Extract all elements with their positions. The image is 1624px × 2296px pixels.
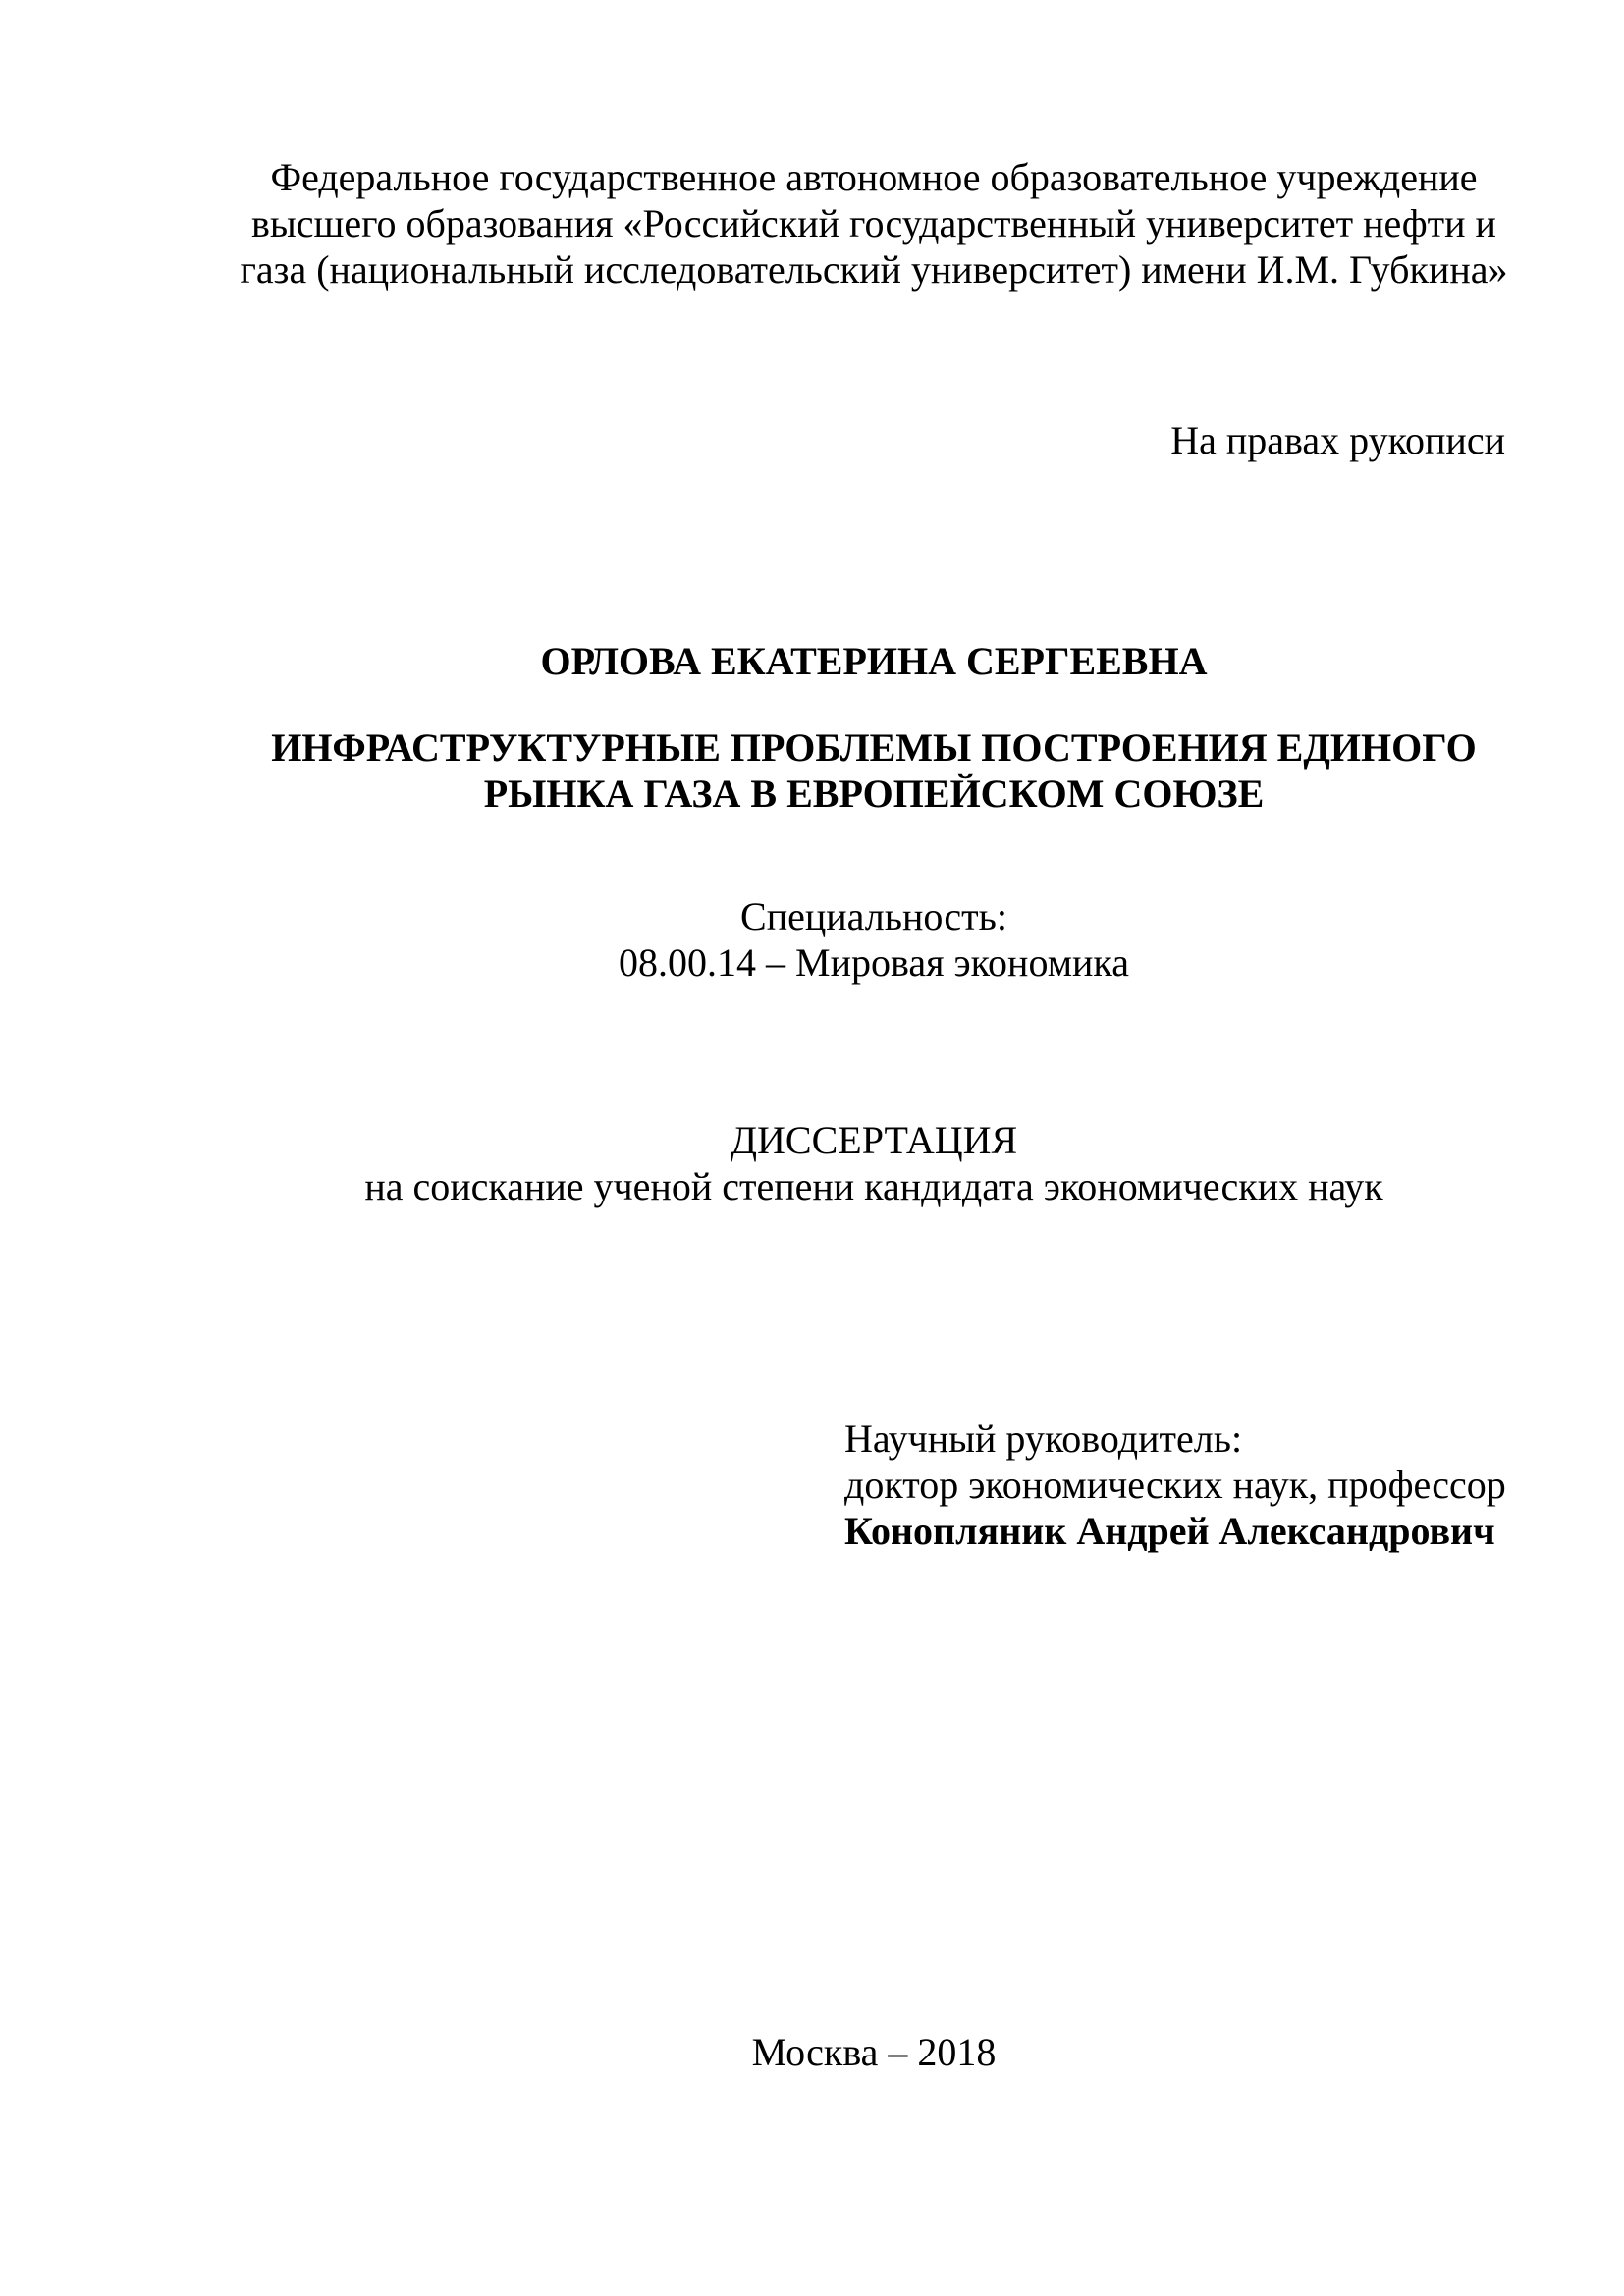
institution-line-2: высшего образования «Российский государственный университет нефти и bbox=[251, 201, 1496, 245]
supervisor-label: Научный руководитель: bbox=[844, 1416, 1243, 1461]
dissertation-type-label: ДИССЕРТАЦИЯ bbox=[730, 1118, 1018, 1162]
dissertation-purpose: на соискание ученой степени кандидата экономических наук bbox=[364, 1164, 1383, 1208]
dissertation-type bbox=[196, 1117, 1551, 1209]
supervisor-degree: доктор экономических наук, профессор bbox=[844, 1463, 1506, 1507]
place-year: Москва – 2018 bbox=[751, 2030, 997, 2074]
supervisor-name: Конопляник Андрей Александрович bbox=[844, 1509, 1495, 1553]
author-name: ОРЛОВА ЕКАТЕРИНА СЕРГЕЕВНА bbox=[540, 639, 1208, 683]
dissertation-title bbox=[196, 724, 1551, 817]
specialty-value: 08.00.14 – Мировая экономика bbox=[619, 940, 1129, 985]
institution-line-1: Федеральное государственное автономное образовательное учреждение bbox=[270, 155, 1478, 199]
institution-name bbox=[196, 154, 1551, 293]
institution-line-3: газа (национальный исследовательский университет) имени И.М. Губкина» bbox=[240, 247, 1508, 292]
title-line-2: РЫНКА ГАЗА В ЕВРОПЕЙСКОМ СОЮЗЕ bbox=[483, 772, 1265, 816]
specialty-label: Специальность: bbox=[740, 894, 1007, 938]
supervisor bbox=[844, 1415, 1532, 1554]
manuscript-note: На правах рукописи bbox=[1170, 418, 1505, 462]
title-line-1: ИНФРАСТРУКТУРНЫЕ ПРОБЛЕМЫ ПОСТРОЕНИЯ ЕДИНОГО bbox=[271, 725, 1477, 770]
specialty bbox=[196, 893, 1551, 986]
